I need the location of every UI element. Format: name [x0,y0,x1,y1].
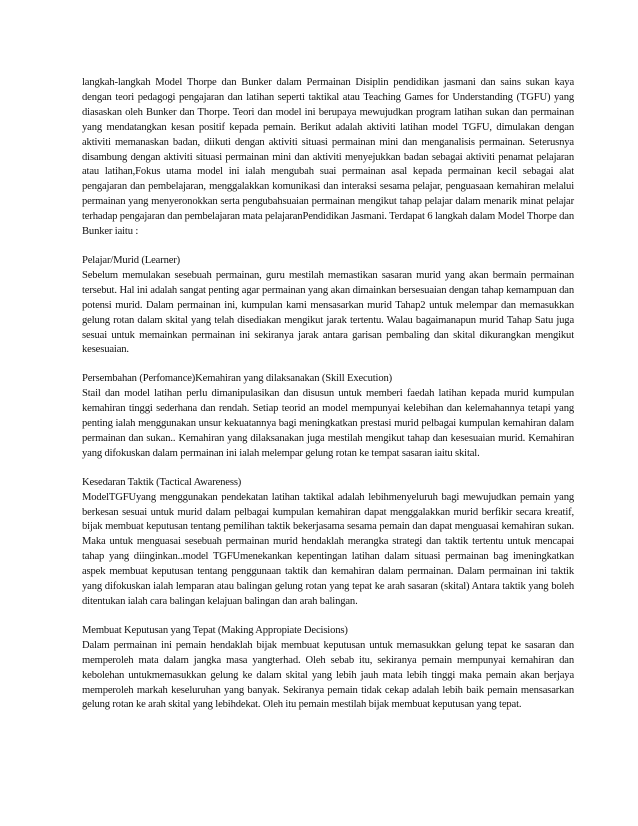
section-body: Stail dan model latihan perlu dimanipulasikan dan disusun untuk memberi faedah latihan kepada murid kumpulan kemahiran tinggi sederhana dan rendah. Setiap teorid an model mempunyai kelebihan dan kelemahannya tetapi yang penting ialah menggunakan unsur kekuatannya bagi meningkatkan prestasi murid pelbagai kumpulan kemahiran dalam permainan dan sukan.. Kemahiran yang dilaksanakan juga mestilah mengikut tahap dan kesesuaian murid. Kemahiran yang difokuskan dalam permainan ini ialah melempar gelung rotan ke tempat sasaran iaitu skital. [82,388,574,459]
section-heading: Kesedaran Taktik (Tactical Awareness) [82,476,242,488]
section-body: Dalam permainan ini pemain hendaklah bijak membuat keputusan untuk memasukkan gelung tepat ke sasaran dan memperoleh mata dalam jangka masa yangterhad. Oleh sebab itu, sekiranya pemain mempunyai kemahiran dan kebolehan untukmemasukkan gelung ke dalam skital yang lebih jauh mata lebih tinggi maka pemain akan berjaya memperoleh markah keseluruhan yang banyak. Sekiranya pemain tidak cekap adalah lebih baik pemain mensasarkan gelung rotan ke arah skital yang lebihdekat. Oleh itu pemain mestilah bijak membuat keputusan yang tepat. [82,639,574,711]
intro-paragraph: langkah-langkah Model Thorpe dan Bunker dalam Permainan Disiplin pendidikan jasmani dan sains sukan kaya dengan teori pedagogi pengajaran dan latihan seperti taktikal atau Teaching Games for Understanding (TGFU) yang diasaskan oleh Bunker dan Thorpe. Teori dan model ini berupaya mewujudkan program latihan sukan dan permainan yang mendatangkan kesan positif kepada pemain. Berikut adalah aktiviti latihan model TGFU, dimulakan dengan aktiviti memanaskan badan, diikuti dengan aktiviti situasi permainan mini dan menganalisis permainan. Seterusnya disambung dengan aktiviti situasi permainan mini dan aktiviti menyejukkan badan sebagai aktiviti penamat pelajaran atau latihan,Fokus utama model ini ialah mengubah suai permainan asal kepada permainan kecil sebagai alat pengajaran dan pembelajaran, menggalakkan komunikasi dan interaksi sesama pelajar, penguasaan kemahiran melalui permainan yang menyeronokkan serta pengubahsuaian permainan mengikut tahap pelajar dalam menarik minat pelajar terhadap pengajaran dan pembelajaran mata pelajaranPendidikan Jasmani. Terdapat 6 langkah dalam Model Thorpe dan Bunker iaitu : [82,77,574,238]
section-decisions [82,624,574,713]
section-body: ModelTGFUyang menggunakan pendekatan latihan taktikal adalah lebihmenyeluruh bagi mewujudkan pemain yang berkesan sesuai untuk murid dalam pelbagai kumpulan kemahiran dapat menggalakkan murid berfikir secara kreatif, bijak membuat keputusan tentang pemilihan taktik bekerjasama sesama pemain dan dapat menguasai kemahiran sukan. Maka untuk menguasai sesebuah permainan murid hendaklah merangka strategi dan taktik tertentu untuk mencapai tahap yang diinginkan..model TGFUmenekankan kepentingan latihan dalam situasi permainan bag imeningkatkan aspek membuat keputusan tentang penggunaan taktik dan kemahiran dalam permainan. Dalam permainan ini taktik yang difokuskan ialah lemparan atau balingan gelung rotan yang tepat ke arah sasaran (skital) Antara taktik yang boleh ditentukan ialah cara balingan kelajuan balingan dan arah balingan. [82,491,574,607]
section-body: Sebelum memulakan sesebuah permainan, guru mestilah memastikan sasaran murid yang akan bermain permainan tersebut. Hal ini adalah sangat penting agar permainan yang akan dimainkan bersesuaian dengan tahap kemampuan dan potensi murid. Dalam permainan ini, kumpulan kami mensasarkan murid Tahap2 untuk melempar dan memasukkan gelung rotan dalam skital yang telah disediakan mengikut jarak tertentu. Walau bagaimanapun murid Tahap Satu juga sesuai untuk memainkan permainan ini sekiranya jarak antara garisan pembaling dan skital dikurangkan mengikut kesesuaian. [82,269,574,356]
section-learner [82,254,574,358]
section-heading: Persembahan (Perfomance)Kemahiran yang dilaksanakan (Skill Execution) [82,373,392,385]
section-performance [82,372,574,461]
section-heading: Pelajar/Murid (Learner) [82,254,181,266]
section-heading: Membuat Keputusan yang Tepat (Making Appropiate Decisions) [82,624,348,636]
section-tactical-awareness [82,476,574,610]
